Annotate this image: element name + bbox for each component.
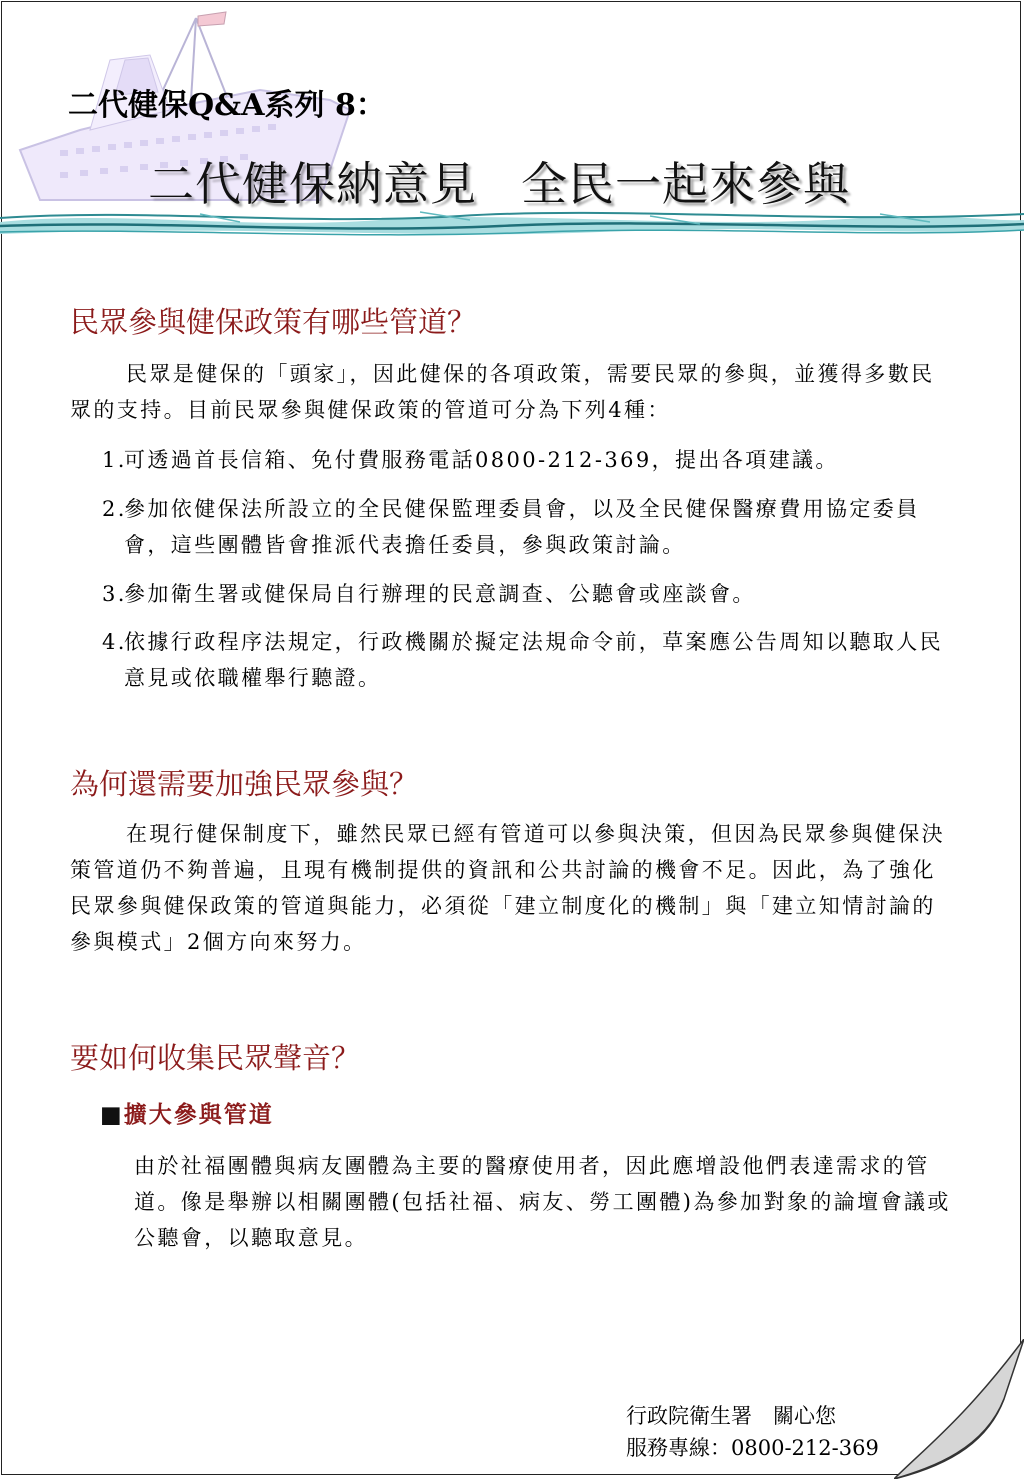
page-title	[148, 148, 850, 214]
subheading-text: 擴大參與管道	[123, 1101, 274, 1128]
section3-body: 由於社福團體與病友團體為主要的醫療使用者，因此應增設他們表達需求的管道。像是舉辦以相關團體(包括社福、病友、勞工團體)為參加對象的論壇會議或公聽會，以聽取意見。	[134, 1154, 951, 1250]
list-item	[102, 576, 952, 612]
section3-subheading	[100, 1096, 274, 1129]
footer-hotline: 服務專線：0800-212-369	[626, 1436, 879, 1460]
section3-heading: 要如何收集民眾聲音？	[70, 1041, 361, 1075]
list-item-text: 可透過首長信箱、免付費服務電話0800-212-369，提出各項建議。	[124, 448, 839, 472]
footer-org: 行政院衛生署 關心您	[626, 1404, 836, 1428]
square-bullet-icon: ■	[100, 1101, 124, 1128]
list-item-number: 4.	[102, 630, 127, 654]
section1-heading: 民眾參與健保政策有哪些管道？	[70, 305, 477, 339]
list-item-number: 3.	[102, 582, 127, 606]
list-item-number: 2.	[102, 497, 127, 521]
list-item-number: 1.	[102, 448, 127, 472]
title-part-1: 二代健保納意見	[148, 157, 477, 211]
section1-intro: 民眾是健保的「頭家」，因此健保的各項政策，需要民眾的參與，並獲得多數民眾的支持。目前民眾參與健保政策的管道可分為下列4種：	[70, 362, 935, 422]
footer	[626, 1400, 879, 1464]
title-part-2: 全民一起來參與	[521, 157, 850, 211]
list-item-text: 參加依健保法所設立的全民健保監理委員會，以及全民健保醫療費用協定委員會，這些團體皆會推派代表擔任委員，參與政策討論。	[124, 497, 920, 557]
list-item-text: 參加衛生署或健保局自行辦理的民意調查、公聽會或座談會。	[124, 582, 756, 606]
list-item	[102, 442, 952, 478]
section2-heading: 為何還需要加強民眾參與？	[70, 767, 419, 801]
page-curl-decoration	[894, 1339, 1024, 1479]
series-label: 二代健保Q&A系列 8：	[68, 88, 386, 123]
list-item	[102, 491, 952, 563]
list-item-text: 依據行政程序法規定，行政機關於擬定法規命令前，草案應公告周知以聽取人民意見或依職權舉行聽證。	[124, 630, 943, 690]
section2-body: 在現行健保制度下，雖然民眾已經有管道可以參與決策，但因為民眾參與健保決策管道仍不夠普遍，且現有機制提供的資訊和公共討論的機會不足。因此，為了強化民眾參與健保政策的管道與能力，必須從「建立制度化的機制」與「建立知情討論的參與模式」2個方向來努力。	[70, 822, 945, 954]
list-item	[102, 624, 952, 696]
